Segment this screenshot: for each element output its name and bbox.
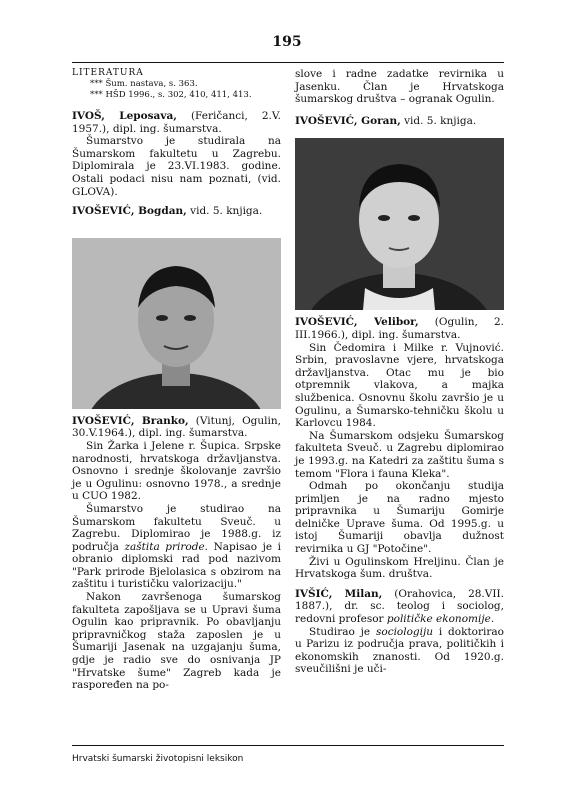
entry-branko-p3: Nakon završenoga šumarskog fakulteta zapošljava se u Upravi šuma Ogulin kao pripravnik. Po obavljanju pripravničkog staža zaposlen je u Šumariji Jasenak na uzgajanju šuma, gdje je radio sve do osnivanja JP "Hrvatske šume" Zagreb kada je raspoređen na po- <box>72 591 281 692</box>
entry-ivsic-name: IVŠIĆ, Milan, <box>295 587 383 600</box>
entry-velibor-p1: Sin Čedomira i Milke r. Vujnović. Srbin, pravoslavne vjere, hrvatskoga državljanstva. Otac mu je bio otpremnik vlakova, a majka službenica. Osnovnu školu završio je u Ogulinu, a Šumarsko-tehničku školu u Karlovcu 1984. <box>295 341 504 430</box>
page-number: 195 <box>272 34 302 50</box>
entry-branko-name: IVOŠEVIĆ, Branko, <box>72 414 189 427</box>
entry-goran-name: IVOŠEVIĆ, Goran, <box>295 114 401 127</box>
entry-velibor-name: IVOŠEVIĆ, Velibor, <box>295 316 419 329</box>
right-column <box>295 68 504 676</box>
entry-branko-continuation: slove i radne zadatke revirnika u Jasenku. Član je Hrvatskoga šumarskog društva – ogranak Ogulin. <box>295 68 504 106</box>
entry-ivos-body: Šumarstvo je studirala na Šumarskom fakultetu u Zagrebu. Diplomirala je 23.VI.1983. godine. Ostali podaci nisu nam poznati, (vid. GLOVA). <box>72 135 281 198</box>
portrait-photo-velibor <box>295 138 504 310</box>
left-column <box>72 68 281 692</box>
entry-goran: IVOŠEVIĆ, Goran, vid. 5. knjiga. <box>295 114 477 127</box>
entry-ivsic-header: IVŠIĆ, Milan, (Orahovica, 28.VII. 1887.), dr. sc. teolog i sociolog, redovni profesor političke ekonomije. <box>295 587 504 626</box>
top-rule <box>72 62 504 63</box>
footer-text: Hrvatski šumarski životopisni leksikon <box>72 754 244 764</box>
entry-bogdan-name: IVOŠEVIĆ, Bogdan, <box>72 205 187 218</box>
entry-velibor-p3: Odmah po okončanju studija primljen je na radno mjesto pripravnika u Šumariju Gomirje delničke Uprave šuma. Od 1995.g. u istoj Šumariji obavlja dužnost revirnika u GJ "Potočine". <box>295 480 504 556</box>
entry-ivos-header: IVOŠ, Leposava, (Feričanci, 2.V. 1957.), dipl. ing. šumarstva. <box>72 110 281 135</box>
entry-ivsic-p1: Studirao je sociologiju i doktorirao u Parizu iz područja prava, političkih i ekonomskih znanosti. Od 1920.g. sveučilišni je uči- <box>295 625 504 676</box>
entry-bogdan: IVOŠEVIĆ, Bogdan, vid. 5. knjiga. <box>72 205 263 218</box>
entry-velibor-header: IVOŠEVIĆ, Velibor, (Ogulin, 2. III.1966.), dipl. ing. šumarstva. <box>295 316 504 341</box>
entry-ivos-name: IVOŠ, Leposava, <box>72 110 177 122</box>
literature-title: LITERATURA <box>72 68 144 78</box>
portrait-photo-branko <box>72 238 281 409</box>
literature-line-1: *** Šum. nastava, s. 363. <box>90 79 198 89</box>
entry-branko-header: IVOŠEVIĆ, Branko, (Vitunj, Ogulin, 30.V.1964.), dipl. ing. šumarstva. <box>72 414 281 440</box>
literature-line-2: *** HŠD 1996., s. 302, 410, 411, 413. <box>90 90 252 100</box>
entry-velibor-p2: Na Šumarskom odsjeku Šumarskog fakulteta Sveuč. u Zagrebu diplomirao je 1993.g. na Katedri za zaštitu šuma s temom "Flora i fauna Kleka". <box>295 429 504 480</box>
entry-branko-p2: Šumarstvo je studirao na Šumarskom fakultetu Sveuč. u Zagrebu. Diplomirao je 1988.g. iz područja zaštita prirode. Napisao je i obranio diplomski rad pod nazivom "Park prirode Bjelolasica s obzirom na zaštitu i turističku valorizaciju." <box>72 502 281 591</box>
entry-velibor-p4: Živi u Ogulinskom Hreljinu. Član je Hrvatskoga šum. društva. <box>295 555 504 581</box>
entry-branko-p1: Sin Žarka i Jelene r. Šupica. Srpske narodnosti, hrvatskoga državljanstva. Osnovno i srednje školovanje završio je u Ogulinu: osnovno 1978., a srednje u CUO 1982. <box>72 439 281 503</box>
footer-rule <box>72 745 504 746</box>
